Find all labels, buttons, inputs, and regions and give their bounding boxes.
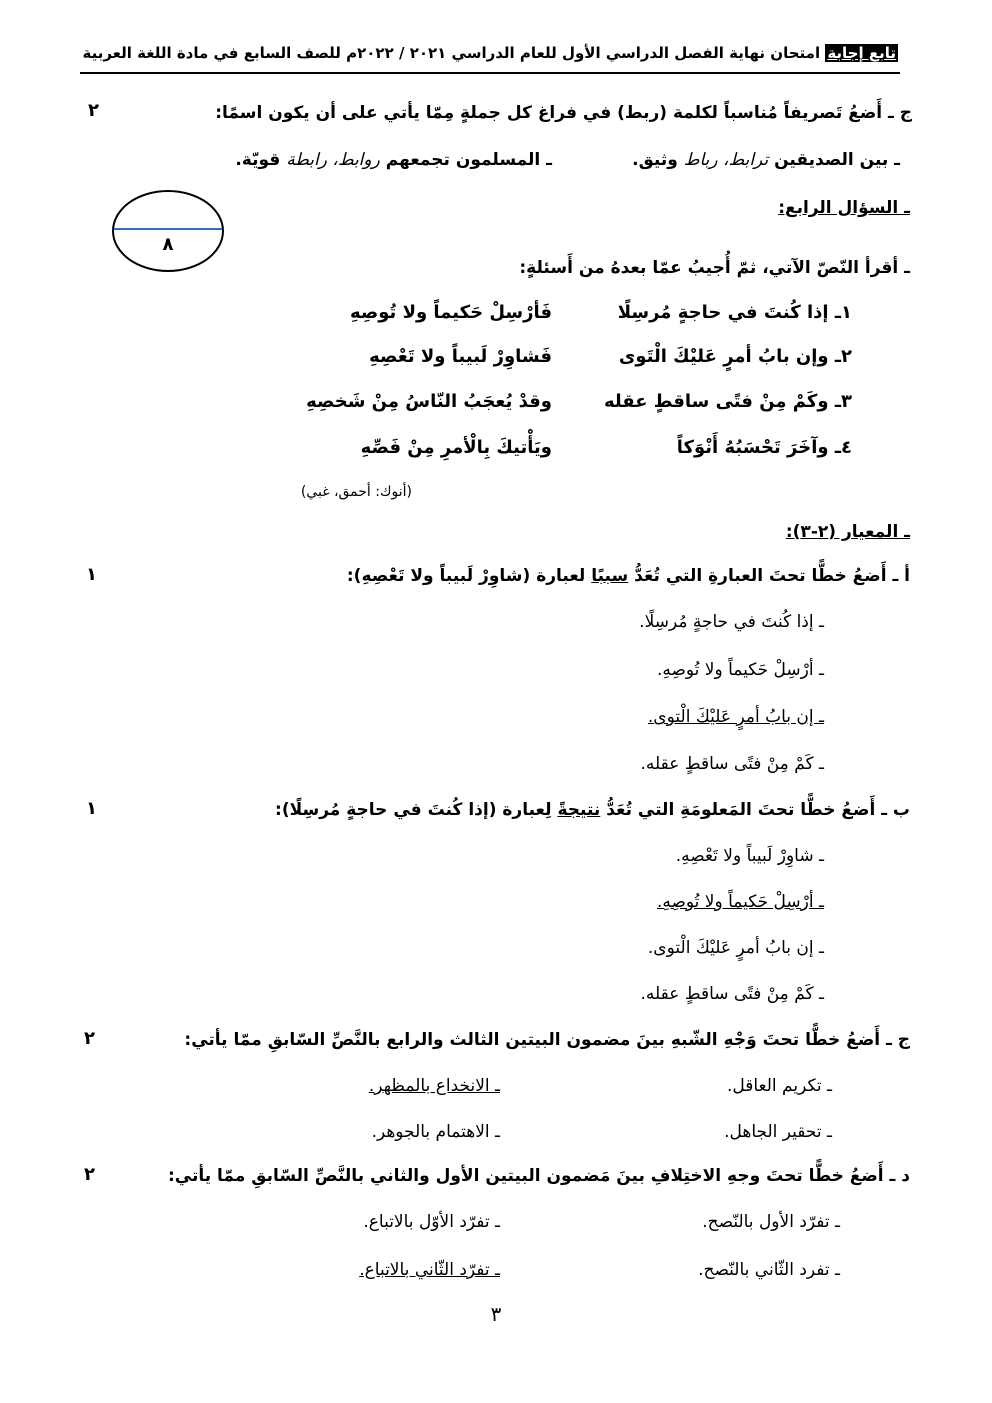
verse-footnote: (أنوك: أحمق، غبي) [300,484,412,500]
header-title: امتحان نهاية الفصل الدراسي الأول للعام الدراسي ٢٠٢١ / ٢٠٢٢م للصف السابع في مادة اللغة العربية [82,44,826,62]
header-tag: تابع إجابة [827,44,896,62]
question-a-mark: ١ [86,564,97,585]
question-a-suffix: لعبارة (شاوِرْ لَبيباً ولا تَعْصِهِ): [346,566,592,586]
question-b [275,800,910,820]
page-header [82,44,898,70]
header-divider [80,72,900,74]
question-c: ج ـ أَضعُ خطًّا تحتَ وَجْهِ الشّبهِ بينَ مضمون البيتين الثالث والرابع بالنَّصِّ السّابقِ ممّا يأتي: [184,1030,910,1050]
question-d-option-3: ـ تفرد الثّاني بالنّصح. [698,1260,840,1280]
question-a-prefix: أ ـ أَضعُ خطًّا تحتَ العبارةِ التي تُعَدُّ [628,566,910,586]
verse-1-first: ١ـ إذا كُنتَ في حاجةٍ مُرسِلًا [617,302,852,323]
question-a [347,566,910,586]
question-b-option-1: ـ شاوِرْ لَبيباً ولا تَعْصِهِ. [675,846,824,866]
question-b-option-2-answer: ـ أرْسِلْ حَكيماً ولا تُوصِهِ. [656,892,824,912]
fourth-question-instruction: ـ أقرأ النّصّ الآتي، ثمّ أُجيبُ عمّا بعدهُ من أَسئلةٍ: [519,258,910,278]
question-c-option-4: ـ الاهتمام بالجوهر. [371,1122,500,1142]
question-j-top: ج ـ أَضعُ تَصريفاً مُناسباً لكلمة (ربط) في فراغ كل جملةٍ مِمّا يأتي على أن يكون اسمًا: [215,103,912,123]
verse-2-first: ٢ـ وإن بابُ أمرٍ عَليْكَ الْتَوى [618,346,852,367]
criterion-title: ـ المعيار (٢-٣): [785,522,910,542]
verse-1-second: فَأرْسِلْ حَكيماً ولا تُوصِهِ [349,302,552,323]
score-divider [114,228,222,230]
question-c-option-3: ـ تحقير الجاهل. [724,1122,832,1142]
question-c-option-1: ـ تكريم العاقل. [726,1076,832,1096]
question-c-option-2-answer: ـ الانخداع بالمظهر. [368,1076,500,1096]
question-d: د ـ أَضعُ خطًّا تحتَ وجهِ الاختِلافِ بينَ مَضمون البيتين الأول والثاني بالنَّصِّ السّابقِ ممّا يأتي: [167,1166,910,1186]
verse-3-first: ٣ـ وكَمْ مِنْ فتًى ساقطٍ عقله [604,391,852,412]
question-j-item-2 [235,150,552,170]
verse-2-second: فَشاوِرْ لَبيباً ولا تَعْصِهِ [369,346,552,367]
item-1-suffix: وثيق. [632,150,684,170]
question-b-option-3: ـ إن بابُ أمرٍ عَليْكَ الْتوى. [647,938,824,958]
score-value: ٨ [162,234,174,255]
question-b-option-4: ـ كَمْ مِنْ فتًى ساقطٍ عقله. [640,984,824,1004]
question-c-mark: ٢ [84,1028,95,1049]
question-b-keyword: نتيجةً [557,800,601,820]
question-d-mark: ٢ [84,1164,95,1185]
verse-4-second: ويَأْتيكَ بِالْأمرِ مِنْ فَصِّهِ [360,437,552,458]
question-b-prefix: ب ـ أَضعُ خطًّا تحتَ المَعلومَةِ التي تُعَدُّ [600,800,910,820]
question-j-item-1 [632,150,900,170]
question-d-option-1: ـ تفرّد الأول بالنّصح. [702,1212,840,1232]
item-2-prefix: ـ المسلمون تجمعهم [379,150,552,170]
item-2-suffix: قويّة. [235,150,287,170]
fourth-question-title: ـ السؤال الرابع: [778,198,910,218]
verse-4-first: ٤ـ وآخَرَ تَحْسَبُهُ أَنْوَكاً [676,437,852,458]
page-number: ٣ [490,1302,502,1326]
verse-3-second: وقدْ يُعجَبُ النّاسُ مِنْ شَخصِهِ [306,391,552,412]
question-b-suffix: لِعبارة (إذا كُنتَ في حاجةٍ مُرسِلًا): [275,800,558,820]
question-a-option-4: ـ كَمْ مِنْ فتًى ساقطٍ عقله. [640,754,824,774]
question-a-option-2: ـ أرْسِلْ حَكيماً ولا تُوصِهِ. [656,660,824,680]
question-a-keyword: سببًا [591,566,629,586]
question-a-option-1: ـ إذا كُنتَ في حاجةٍ مُرسِلًا. [639,612,824,632]
score-circle [112,190,224,272]
question-j-top-mark: ٢ [88,100,99,121]
item-1-prefix: ـ بين الصديقين [768,150,900,170]
question-b-mark: ١ [86,798,97,819]
question-a-option-3-answer: ـ إن بابُ أمرٍ عَليْكَ الْتوى. [647,707,824,727]
item-2-answer: روابط، رابطة [286,150,380,170]
question-d-option-4-answer: ـ تفرّد الثّاني بالاتباع. [359,1260,500,1280]
item-1-answer: ترابط، رباط [683,150,769,170]
question-d-option-2: ـ تفرّد الأوّل بالاتباع. [363,1212,500,1232]
